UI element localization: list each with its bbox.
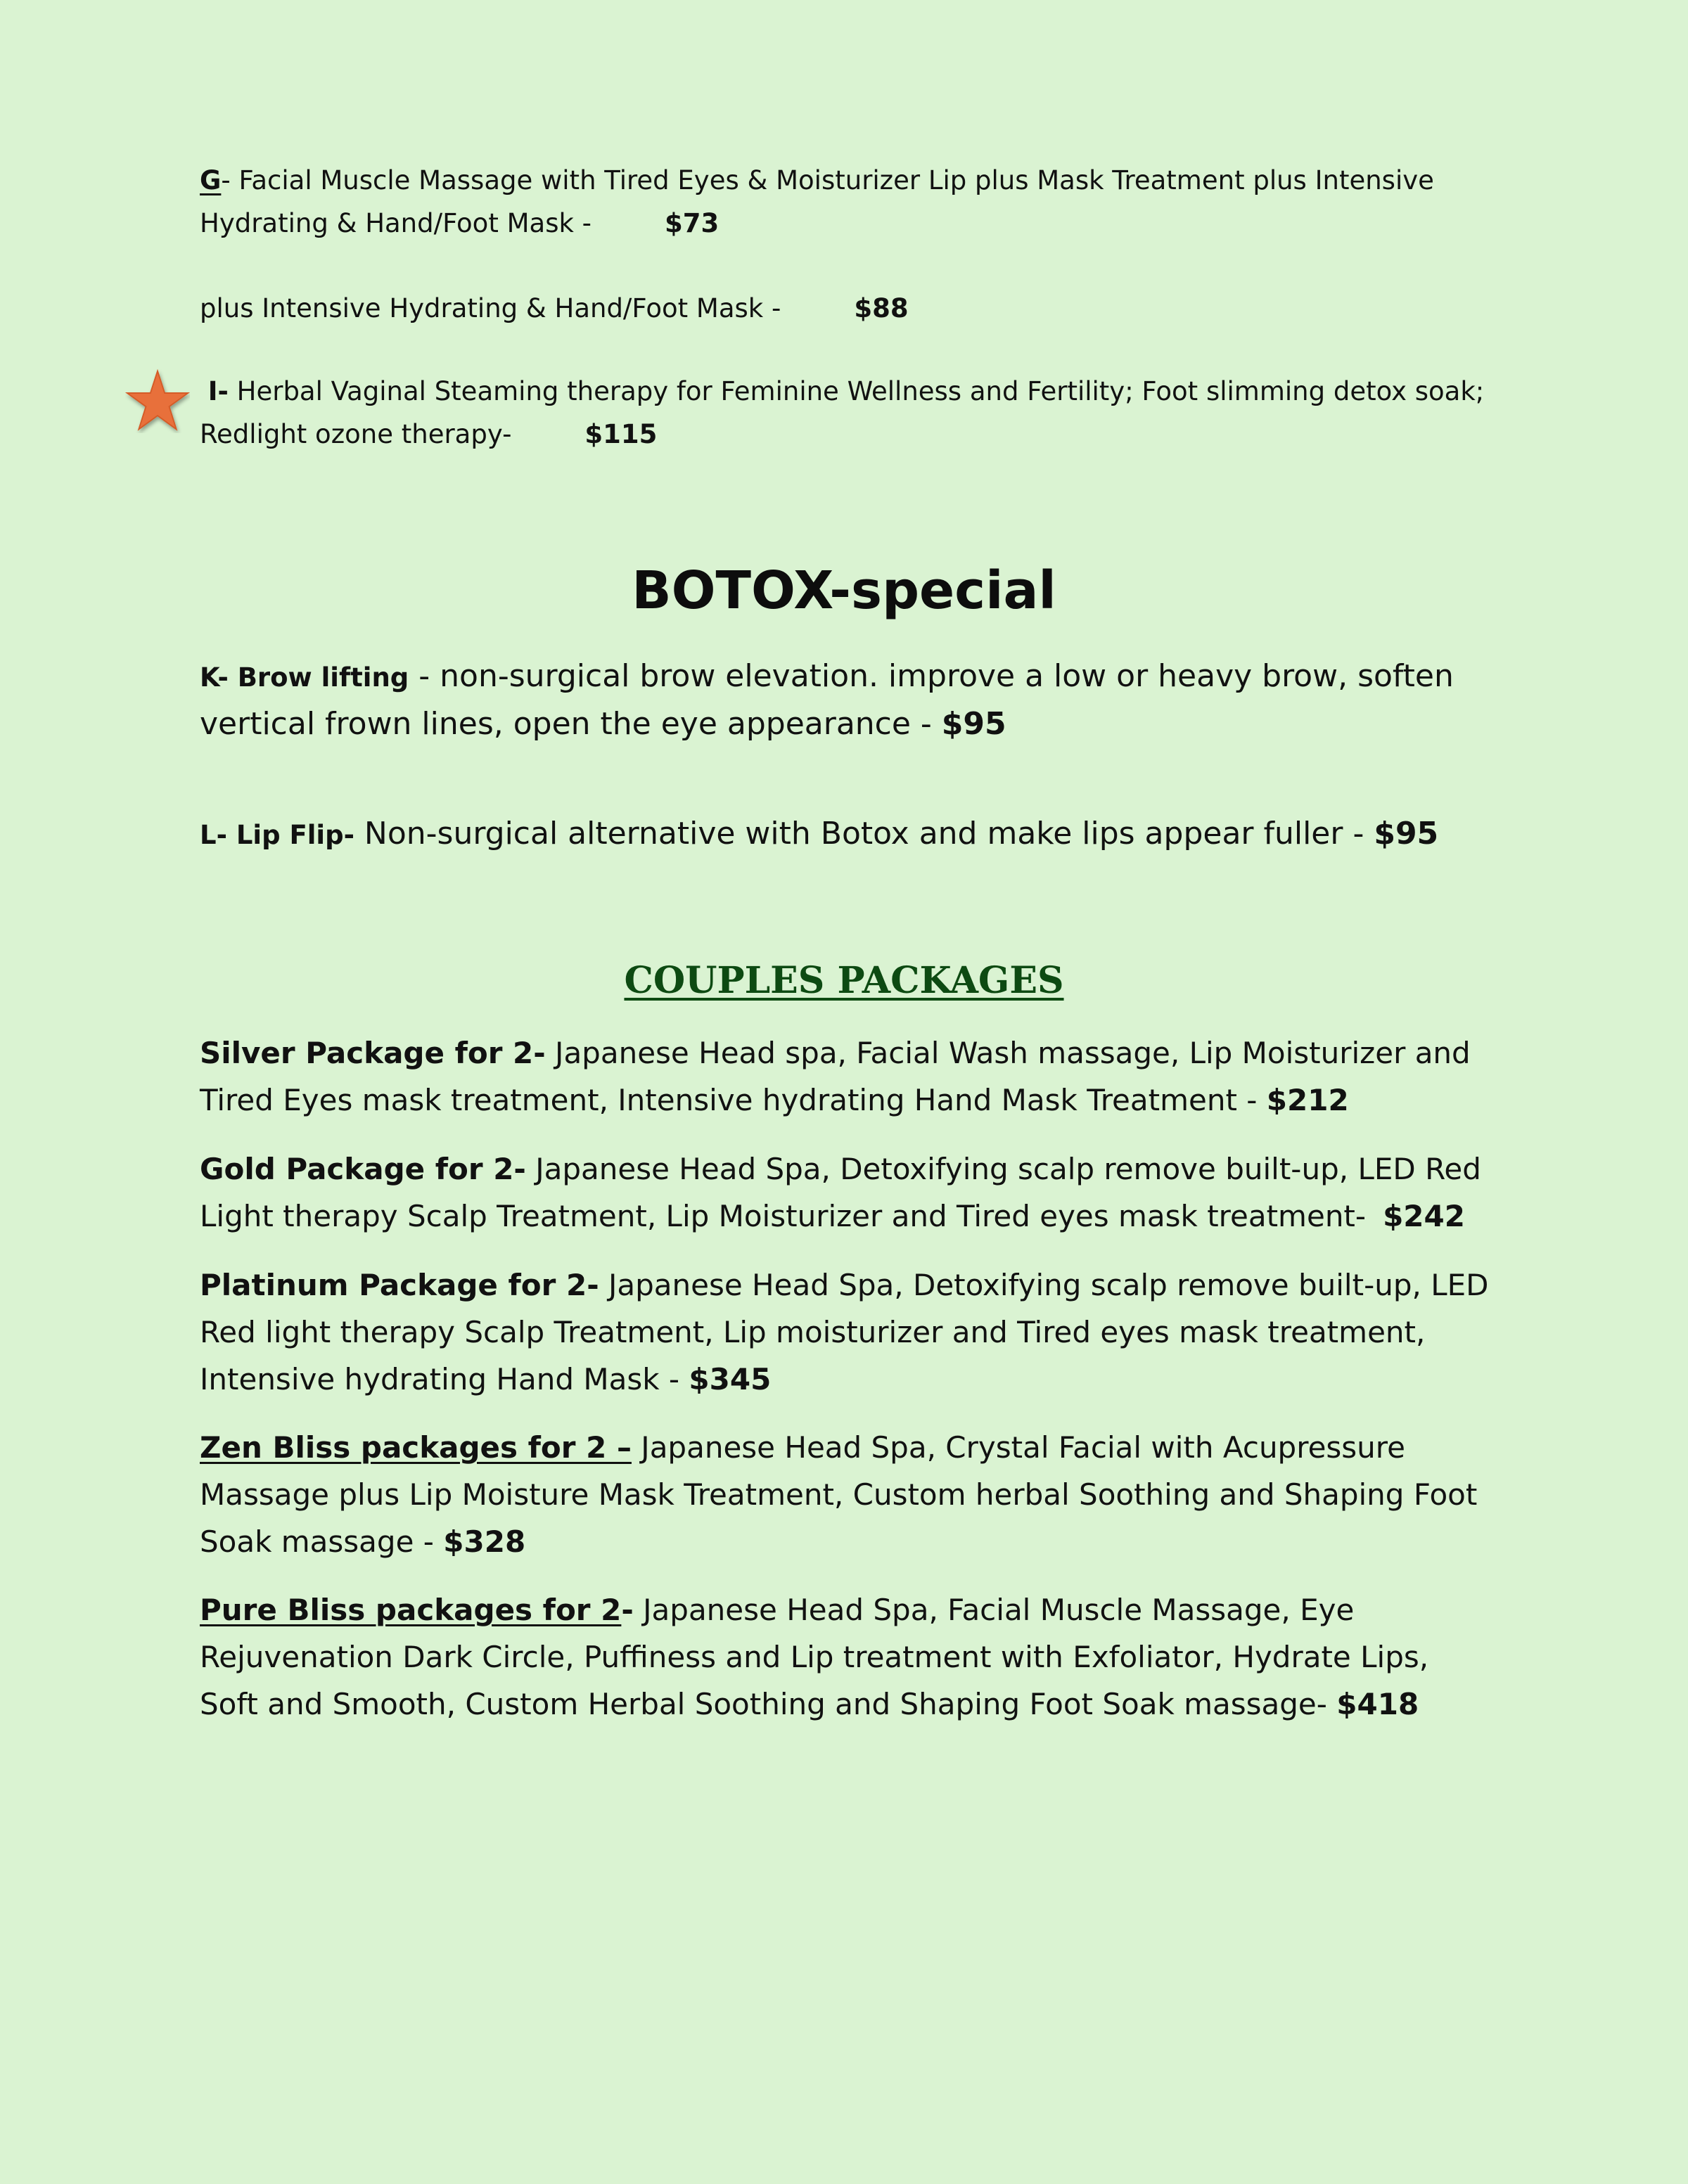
item-description: plus Intensive Hydrating & Hand/Foot Mask - — [200, 293, 781, 323]
item-description: Herbal Vaginal Steaming therapy for Feminine Wellness and Fertility; Foot slimming detox soak; Redlight ozone therapy- — [200, 376, 1485, 449]
service-item-i — [200, 370, 1494, 456]
service-item-h — [200, 287, 1494, 330]
botox-heading: BOTOX-special — [632, 560, 1056, 621]
package-gold — [200, 1145, 1494, 1240]
item-price: $95 — [1374, 816, 1439, 852]
item-label: L- Lip Flip- — [200, 820, 354, 850]
package-label: Silver Package for 2- — [200, 1036, 546, 1070]
package-price: $345 — [689, 1362, 772, 1396]
package-description: Japanese Head Spa, Facial Muscle Massage, Eye Rejuvenation Dark Circle, Puffiness and Lip treatment with Exfoliator, Hydrate Lips, Soft and Smooth, Custom Herbal Soothing and Shaping Foot Soak massage- — [200, 1593, 1429, 1721]
package-label: Gold Package for 2- — [200, 1152, 526, 1186]
service-item-l — [200, 811, 1494, 859]
package-price: $242 — [1383, 1199, 1465, 1233]
package-silver — [200, 1029, 1494, 1124]
item-code: I- — [207, 376, 229, 406]
package-description: Japanese Head Spa, Crystal Facial with Acupressure Massage plus Lip Moisture Mask Treatment, Custom herbal Soothing and Shaping Foot Soak massage - — [200, 1430, 1478, 1559]
item-code: G — [200, 165, 222, 195]
service-item-k — [200, 653, 1494, 747]
package-label: Pure Bliss packages for 2 — [200, 1593, 622, 1627]
item-price: $73 — [665, 208, 720, 238]
package-price: $212 — [1266, 1083, 1349, 1117]
package-label: Platinum Package for 2- — [200, 1268, 599, 1302]
star-icon — [125, 368, 190, 433]
couples-heading: COUPLES PACKAGES — [624, 959, 1064, 1002]
package-description: Japanese Head Spa, Detoxifying scalp remove built-up, LED Red light therapy Scalp Treatment, Lip moisturizer and Tired eyes mask treatment, Intensive hydrating Hand Mask - — [200, 1268, 1489, 1396]
package-label: Zen Bliss packages for 2 – — [200, 1430, 632, 1465]
package-platinum — [200, 1261, 1494, 1403]
package-price: $328 — [443, 1524, 526, 1559]
item-price: $115 — [584, 419, 658, 449]
service-item-g — [200, 159, 1494, 245]
item-description: - Facial Muscle Massage with Tired Eyes & Moisturizer Lip plus Mask Treatment plus Intensive Hydrating & Hand/Foot Mask - — [200, 165, 1434, 238]
package-description: Japanese Head Spa, Detoxifying scalp remove built-up, LED Red Light therapy Scalp Treatment, Lip Moisturizer and Tired eyes mask treatment- — [200, 1152, 1481, 1233]
package-label-suffix: - — [621, 1593, 634, 1627]
item-price: $95 — [941, 706, 1006, 742]
package-price: $418 — [1336, 1687, 1419, 1721]
item-description: Non-surgical alternative with Botox and make lips appear fuller - — [354, 816, 1374, 852]
item-label: K- Brow lifting — [200, 662, 409, 693]
item-description: - non-surgical brow elevation. improve a low or heavy brow, soften vertical frown lines, open the eye appearance - — [200, 658, 1454, 742]
package-description: Japanese Head spa, Facial Wash massage, Lip Moisturizer and Tired Eyes mask treatment, Intensive hydrating Hand Mask Treatment - — [200, 1036, 1471, 1117]
package-pure-bliss — [200, 1586, 1494, 1728]
package-zen-bliss — [200, 1424, 1494, 1565]
item-price: $88 — [854, 293, 909, 323]
